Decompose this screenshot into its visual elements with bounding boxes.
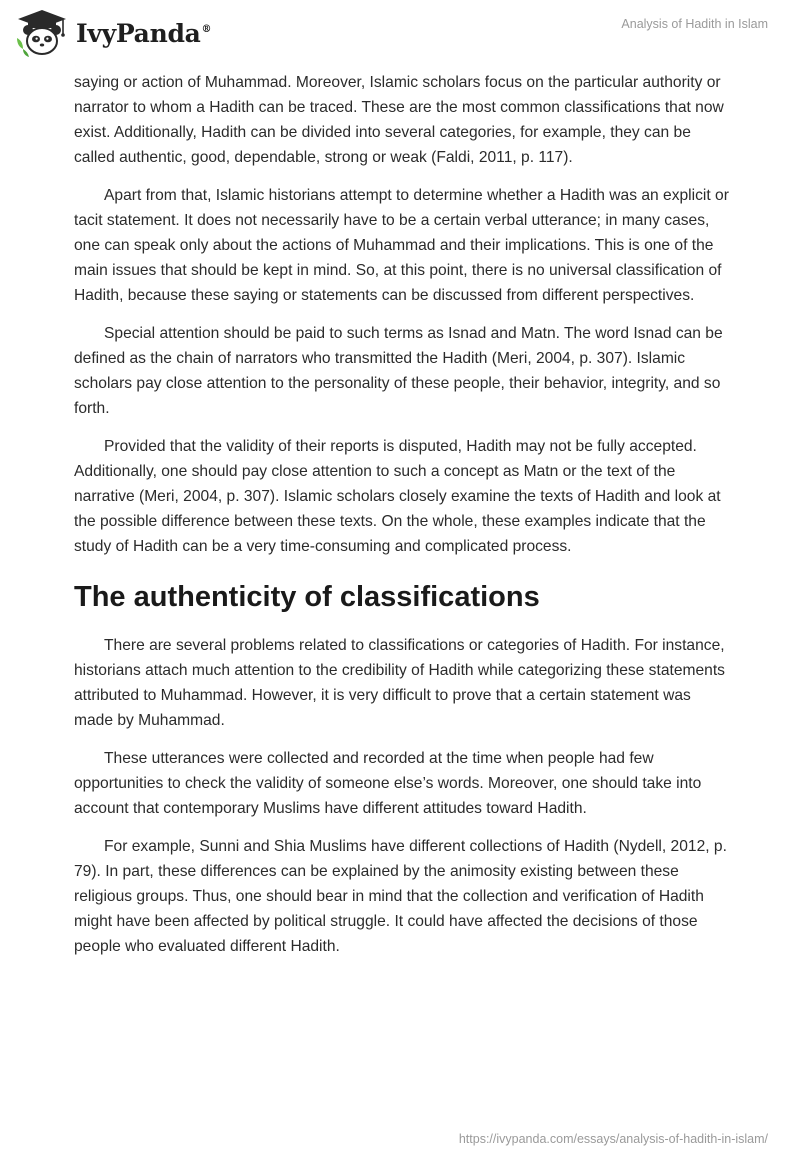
section-heading: The authenticity of classifications	[74, 581, 540, 613]
panda-graduate-icon	[14, 8, 70, 58]
paragraph: Apart from that, Islamic historians attempt to determine whether a Hadith was an explicit or tacit statement. It does not necessarily have to be a certain verbal utterance; in many cases, one can speak only about the actions of Muhammad and their implications. This is one of the main issues that should be kept in mind. So, at this point, there is no universal classification of Hadith, because these saying or statements can be discussed from different perspectives.	[74, 187, 729, 304]
paragraph: Special attention should be paid to such terms as Isnad and Matn. The word Isnad can be defined as the chain of narrators who transmitted the Hadith (Meri, 2004, p. 307). Islamic scholars pay close attention to the personality of these people, their behavior, integrity, and so forth.	[74, 325, 723, 417]
paragraph: These utterances were collected and recorded at the time when people had few opportunities to check the validity of someone else’s words. Moreover, one should take into account that contemporary Muslims have different attitudes toward Hadith.	[74, 750, 702, 817]
footer-source-url[interactable]: https://ivypanda.com/essays/analysis-of-hadith-in-islam/	[458, 1132, 768, 1146]
document-title: Analysis of Hadith in Islam	[621, 17, 768, 31]
paragraph: For example, Sunni and Shia Muslims have different collections of Hadith (Nydell, 2012, p. 79). In part, these differences can be explained by the animosity existing between these religious groups. Thus, one should bear in mind that the collection and verification of Hadith might have been affected by political struggle. It could have affected the decisions of those people who evaluated different Hadith.	[74, 838, 727, 955]
brand-name: IvyPanda®	[76, 18, 212, 48]
essay-body	[74, 70, 734, 972]
page-header	[0, 0, 800, 68]
ivypanda-logo[interactable]	[14, 8, 211, 58]
paragraph: There are several problems related to classifications or categories of Hadith. For instance, historians attach much attention to the credibility of Hadith while categorizing these statements attributed to Muhammad. However, it is very difficult to prove that a certain statement was made by Muhammad.	[74, 637, 725, 729]
paragraph: saying or action of Muhammad. Moreover, Islamic scholars focus on the particular authority or narrator to whom a Hadith can be traced. These are the most common classifications that now exist. Additionally, Hadith can be divided into several categories, for example, they can be called authentic, good, dependable, strong or weak (Faldi, 2011, p. 117).	[74, 74, 724, 166]
paragraph: Provided that the validity of their reports is disputed, Hadith may not be fully accepted. Additionally, one should pay close attention to such a concept as Matn or the text of the narrative (Meri, 2004, p. 307). Islamic scholars closely examine the texts of Hadith and look at the possible difference between these texts. On the whole, these examples indicate that the study of Hadith can be a very time-consuming and complicated process.	[74, 438, 721, 555]
